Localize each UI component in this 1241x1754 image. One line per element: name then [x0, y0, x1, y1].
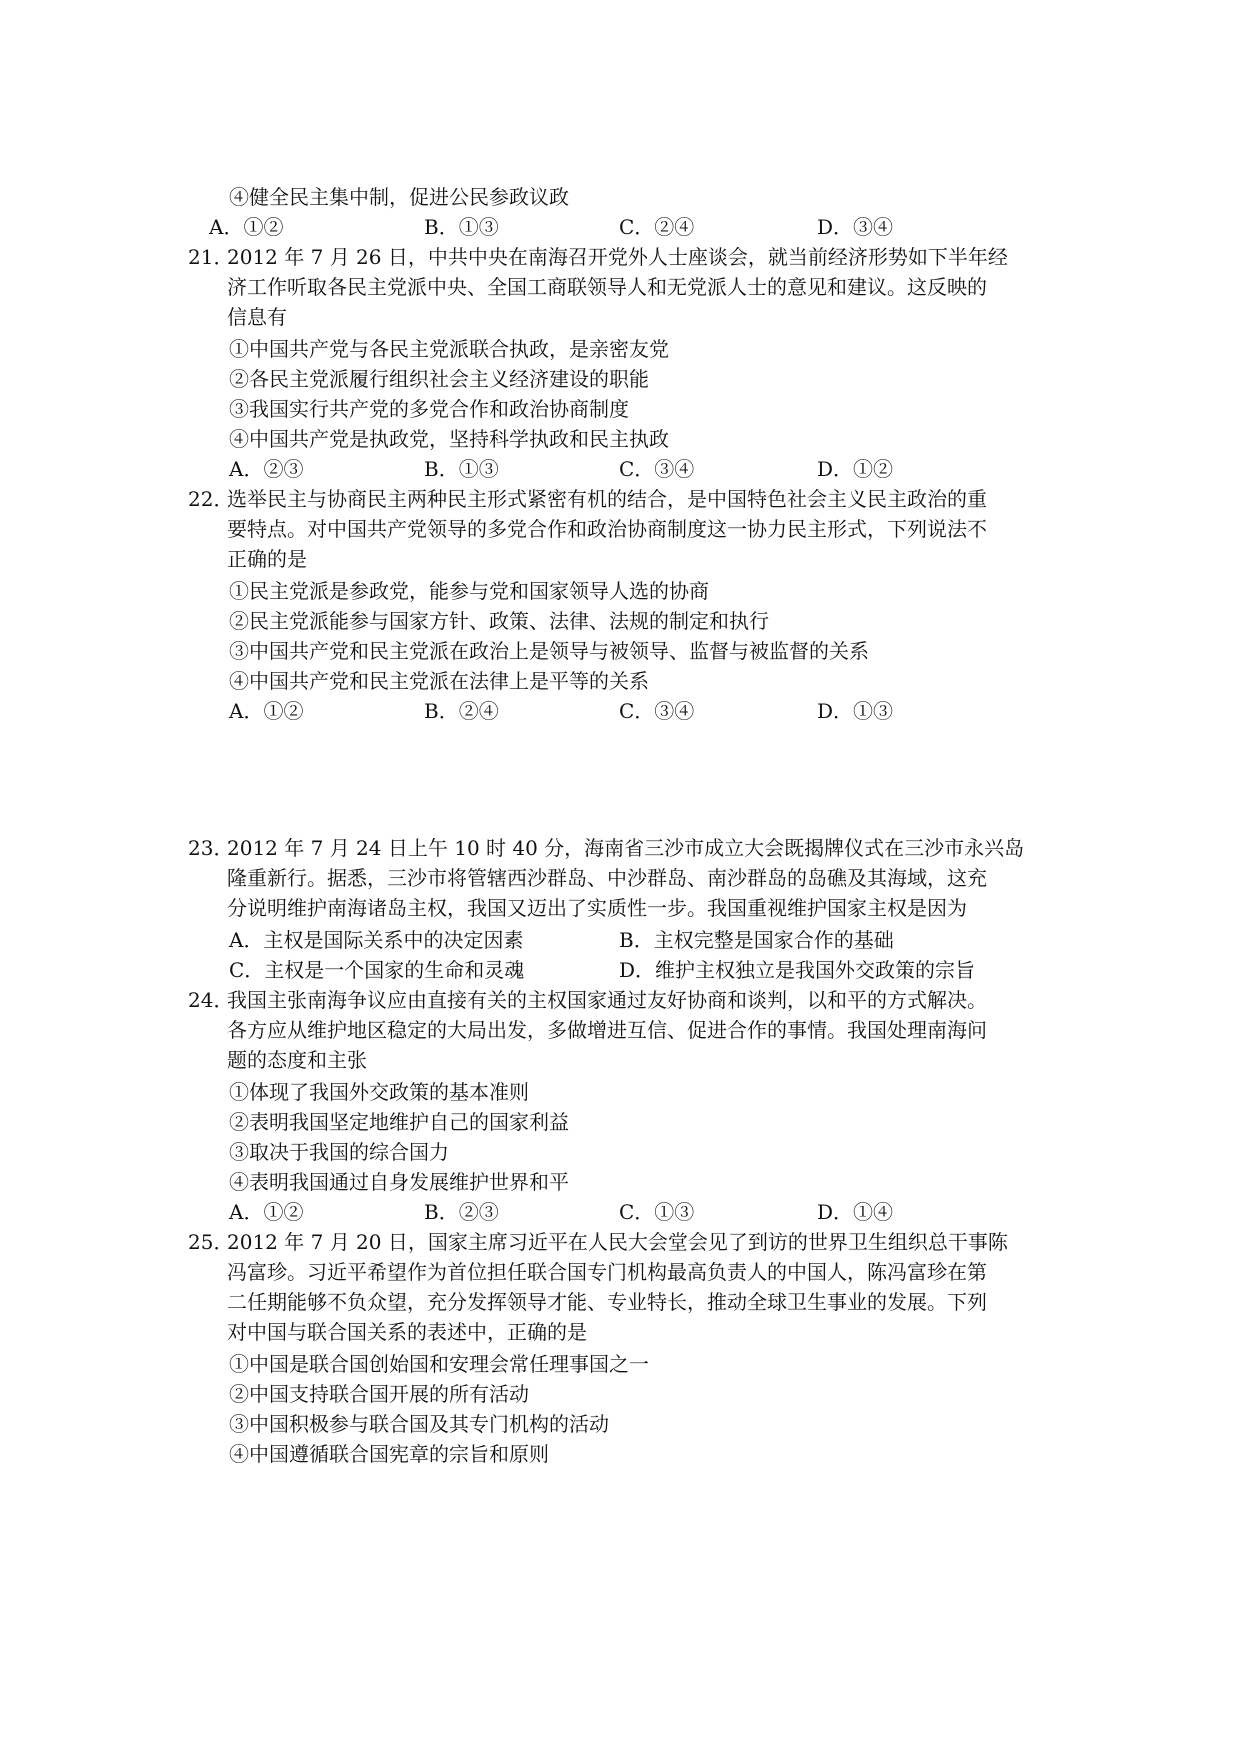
q24-item-1: ①体现了我国外交政策的基本准则	[229, 1080, 529, 1104]
q24-stem-line-1: 我国主张南海争议应由直接有关的主权国家通过友好协商和谈判，以和平的方式解决。	[227, 988, 987, 1012]
q23-stem-line-3: 分说明维护南海诸岛主权，我国又迈出了实质性一步。我国重视维护国家主权是因为	[227, 896, 967, 920]
prev-option-c: C．②④	[619, 215, 695, 239]
q25-item-4: ④中国遵循联合国宪章的宗旨和原则	[229, 1442, 549, 1466]
prev-option-a: A．①②	[209, 215, 284, 239]
question-number-22: 22．	[188, 487, 234, 511]
q23-stem-line-1: 2012 年 7 月 24 日上午 10 时 40 分，海南省三沙市成立大会既揭牌仪式在三沙市永兴岛	[227, 836, 1025, 860]
q24-option-d: D．①④	[817, 1200, 894, 1224]
q21-option-a: A．②③	[229, 457, 304, 481]
q21-stem-line-1: 2012 年 7 月 26 日，中共中央在南海召开党外人士座谈会，就当前经济形势如下半年经	[227, 245, 1008, 269]
q21-stem-line-2: 济工作听取各民主党派中央、全国工商联领导人和无党派人士的意见和建议。这反映的	[227, 275, 987, 299]
q25-item-3: ③中国积极参与联合国及其专门机构的活动	[229, 1412, 609, 1436]
q24-option-a: A．①②	[229, 1200, 304, 1224]
q23-option-d: D．维护主权独立是我国外交政策的宗旨	[619, 958, 976, 982]
q22-item-3: ③中国共产党和民主党派在政治上是领导与被领导、监督与被监督的关系	[229, 639, 869, 663]
question-number-24: 24．	[188, 988, 234, 1012]
q21-item-2: ②各民主党派履行组织社会主义经济建设的职能	[229, 367, 649, 391]
q25-stem-line-3: 二任期能够不负众望，充分发挥领导才能、专业特长，推动全球卫生事业的发展。下列	[227, 1290, 987, 1314]
q24-stem-line-2: 各方应从维护地区稳定的大局出发，多做增进互信、促进合作的事情。我国处理南海问	[227, 1018, 987, 1042]
q21-item-3: ③我国实行共产党的多党合作和政治协商制度	[229, 397, 629, 421]
q24-stem-line-3: 题的态度和主张	[227, 1048, 367, 1072]
q24-item-4: ④表明我国通过自身发展维护世界和平	[229, 1170, 569, 1194]
q22-option-b: B．②④	[424, 699, 499, 723]
q23-option-c: C．主权是一个国家的生命和灵魂	[229, 958, 525, 982]
q23-option-b: B．主权完整是国家合作的基础	[619, 928, 894, 952]
prev-option-b: B．①③	[424, 215, 499, 239]
q23-stem-line-2: 隆重新行。据悉，三沙市将管辖西沙群岛、中沙群岛、南沙群岛的岛礁及其海域，这充	[227, 866, 987, 890]
prev-option-d: D．③④	[817, 215, 894, 239]
q25-stem-line-4: 对中国与联合国关系的表述中，正确的是	[227, 1320, 587, 1344]
q22-item-4: ④中国共产党和民主党派在法律上是平等的关系	[229, 669, 649, 693]
q21-option-c: C．③④	[619, 457, 695, 481]
q22-stem-line-3: 正确的是	[227, 547, 307, 571]
q22-stem-line-2: 要特点。对中国共产党领导的多党合作和政治协商制度这一协力民主形式，下列说法不	[227, 517, 987, 541]
q22-option-d: D．①③	[817, 699, 894, 723]
q25-item-1: ①中国是联合国创始国和安理会常任理事国之一	[229, 1352, 649, 1376]
q25-item-2: ②中国支持联合国开展的所有活动	[229, 1382, 529, 1406]
q22-stem-line-1: 选举民主与协商民主两种民主形式紧密有机的结合，是中国特色社会主义民主政治的重	[227, 487, 987, 511]
q24-option-b: B．②③	[424, 1200, 499, 1224]
q22-item-1: ①民主党派是参政党，能参与党和国家领导人选的协商	[229, 579, 709, 603]
q24-item-3: ③取决于我国的综合国力	[229, 1140, 449, 1164]
question-number-21: 21．	[188, 245, 234, 269]
q21-item-1: ①中国共产党与各民主党派联合执政，是亲密友党	[229, 337, 669, 361]
q21-option-d: D．①②	[817, 457, 894, 481]
q21-item-4: ④中国共产党是执政党，坚持科学执政和民主执政	[229, 427, 669, 451]
q24-option-c: C．①③	[619, 1200, 695, 1224]
question-number-25: 25．	[188, 1230, 234, 1254]
q22-option-a: A．①②	[229, 699, 304, 723]
q23-option-a: A．主权是国际关系中的决定因素	[229, 928, 524, 952]
prev-item-4: ④健全民主集中制，促进公民参政议政	[229, 185, 569, 209]
q25-stem-line-2: 冯富珍。习近平希望作为首位担任联合国专门机构最高负责人的中国人，陈冯富珍在第	[227, 1260, 987, 1284]
question-number-23: 23．	[188, 836, 234, 860]
q21-option-b: B．①③	[424, 457, 499, 481]
q25-stem-line-1: 2012 年 7 月 20 日，国家主席习近平在人民大会堂会见了到访的世界卫生组织总干事陈	[227, 1230, 1008, 1254]
q22-option-c: C．③④	[619, 699, 695, 723]
q22-item-2: ②民主党派能参与国家方针、政策、法律、法规的制定和执行	[229, 609, 769, 633]
q21-stem-line-3: 信息有	[227, 305, 287, 329]
q24-item-2: ②表明我国坚定地维护自己的国家利益	[229, 1110, 569, 1134]
